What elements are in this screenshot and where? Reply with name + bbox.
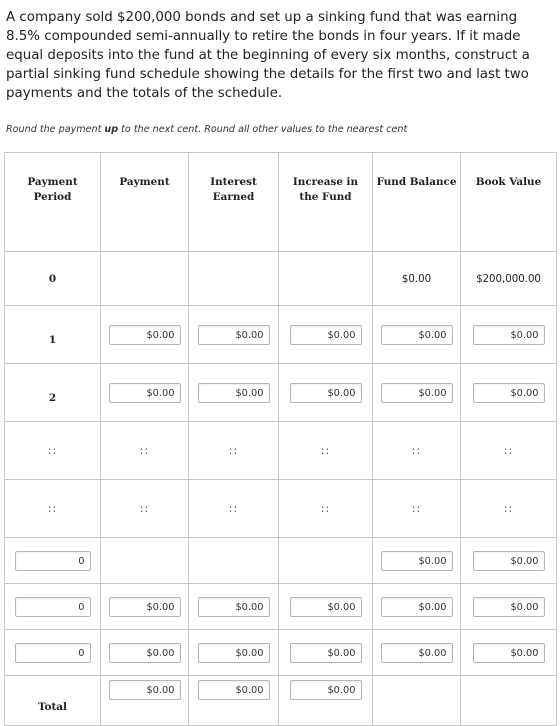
total-interest-input[interactable]: $0.00 <box>198 680 270 700</box>
book-value-input[interactable]: $0.00 <box>473 383 545 403</box>
book-value-input[interactable]: $0.00 <box>473 325 545 345</box>
table-row-last-a <box>5 538 557 584</box>
payment-input[interactable]: $0.00 <box>109 643 181 663</box>
fund-balance-input[interactable]: $0.00 <box>381 597 453 617</box>
ellipsis-mark: :: <box>503 502 514 515</box>
header-fund-balance: Fund Balance <box>373 153 461 252</box>
fund-balance-input[interactable]: $0.00 <box>381 551 453 571</box>
table-row-period-0 <box>5 252 557 306</box>
ellipsis-mark: :: <box>503 444 514 457</box>
table-row-ellipsis <box>5 422 557 480</box>
empty-cell <box>461 676 557 726</box>
empty-cell <box>279 538 373 584</box>
total-payment-input[interactable]: $0.00 <box>109 680 181 700</box>
interest-input[interactable]: $0.00 <box>198 643 270 663</box>
header-row <box>5 153 557 252</box>
ellipsis-mark: :: <box>47 502 58 515</box>
period-input[interactable]: 0 <box>15 551 91 571</box>
ellipsis-mark: :: <box>228 444 239 457</box>
interest-input[interactable]: $0.00 <box>198 325 270 345</box>
sinking-fund-schedule <box>4 152 557 726</box>
empty-cell <box>101 538 189 584</box>
ellipsis-mark: :: <box>320 502 331 515</box>
question-text: A company sold $200,000 bonds and set up a sinking fund that was earning 8.5% compounded semi-annually to retire the bonds in four years. If it made equal deposits into the fund at the beginning of every six months, construct a partial sinking fund schedule showing the details for the first two and last two payments and the totals of the schedule. <box>6 10 530 101</box>
payment-input[interactable]: $0.00 <box>109 597 181 617</box>
ellipsis-mark: :: <box>411 502 422 515</box>
header-increase-in-fund: Increase in the Fund <box>279 153 373 252</box>
increase-input[interactable]: $0.00 <box>290 597 362 617</box>
ellipsis-mark: :: <box>139 444 150 457</box>
interest-input[interactable]: $0.00 <box>198 383 270 403</box>
fund-balance-input[interactable]: $0.00 <box>381 325 453 345</box>
increase-input[interactable]: $0.00 <box>290 643 362 663</box>
interest-input[interactable]: $0.00 <box>198 597 270 617</box>
payment-input[interactable]: $0.00 <box>109 325 181 345</box>
empty-cell <box>373 676 461 726</box>
empty-cell <box>189 538 279 584</box>
book-value-value: $200,000.00 <box>476 273 541 285</box>
total-label: Total <box>38 700 67 713</box>
header-payment-period: Payment Period <box>5 153 101 252</box>
empty-cell <box>189 252 279 306</box>
fund-balance-value: $0.00 <box>401 273 432 285</box>
payment-input[interactable]: $0.00 <box>109 383 181 403</box>
empty-cell <box>279 252 373 306</box>
ellipsis-mark: :: <box>228 502 239 515</box>
period-label: 2 <box>48 391 57 404</box>
fund-balance-input[interactable]: $0.00 <box>381 383 453 403</box>
instruction-emphasis: up <box>104 124 119 135</box>
table-row-last-b <box>5 584 557 630</box>
increase-input[interactable]: $0.00 <box>290 325 362 345</box>
ellipsis-mark: :: <box>411 444 422 457</box>
increase-input[interactable]: $0.00 <box>290 383 362 403</box>
table-row-ellipsis <box>5 480 557 538</box>
fund-balance-input[interactable]: $0.00 <box>381 643 453 663</box>
ellipsis-mark: :: <box>139 502 150 515</box>
header-payment: Payment <box>101 153 189 252</box>
rounding-instruction: Round the payment up to the next cent. Round all other values to the nearest cent <box>6 124 408 135</box>
total-increase-input[interactable]: $0.00 <box>290 680 362 700</box>
header-interest-earned: Interest Earned <box>189 153 279 252</box>
table-row-period-2 <box>5 364 557 422</box>
period-input[interactable]: 0 <box>15 597 91 617</box>
table-row-total <box>5 676 557 726</box>
book-value-input[interactable]: $0.00 <box>473 643 545 663</box>
book-value-input[interactable]: $0.00 <box>473 551 545 571</box>
period-label: 0 <box>48 272 57 285</box>
header-book-value: Book Value <box>461 153 557 252</box>
empty-cell <box>101 252 189 306</box>
ellipsis-mark: :: <box>47 444 58 457</box>
table-row-period-1 <box>5 306 557 364</box>
table-row-last-c <box>5 630 557 676</box>
period-label: 1 <box>48 333 57 346</box>
book-value-input[interactable]: $0.00 <box>473 597 545 617</box>
ellipsis-mark: :: <box>320 444 331 457</box>
period-input[interactable]: 0 <box>15 643 91 663</box>
